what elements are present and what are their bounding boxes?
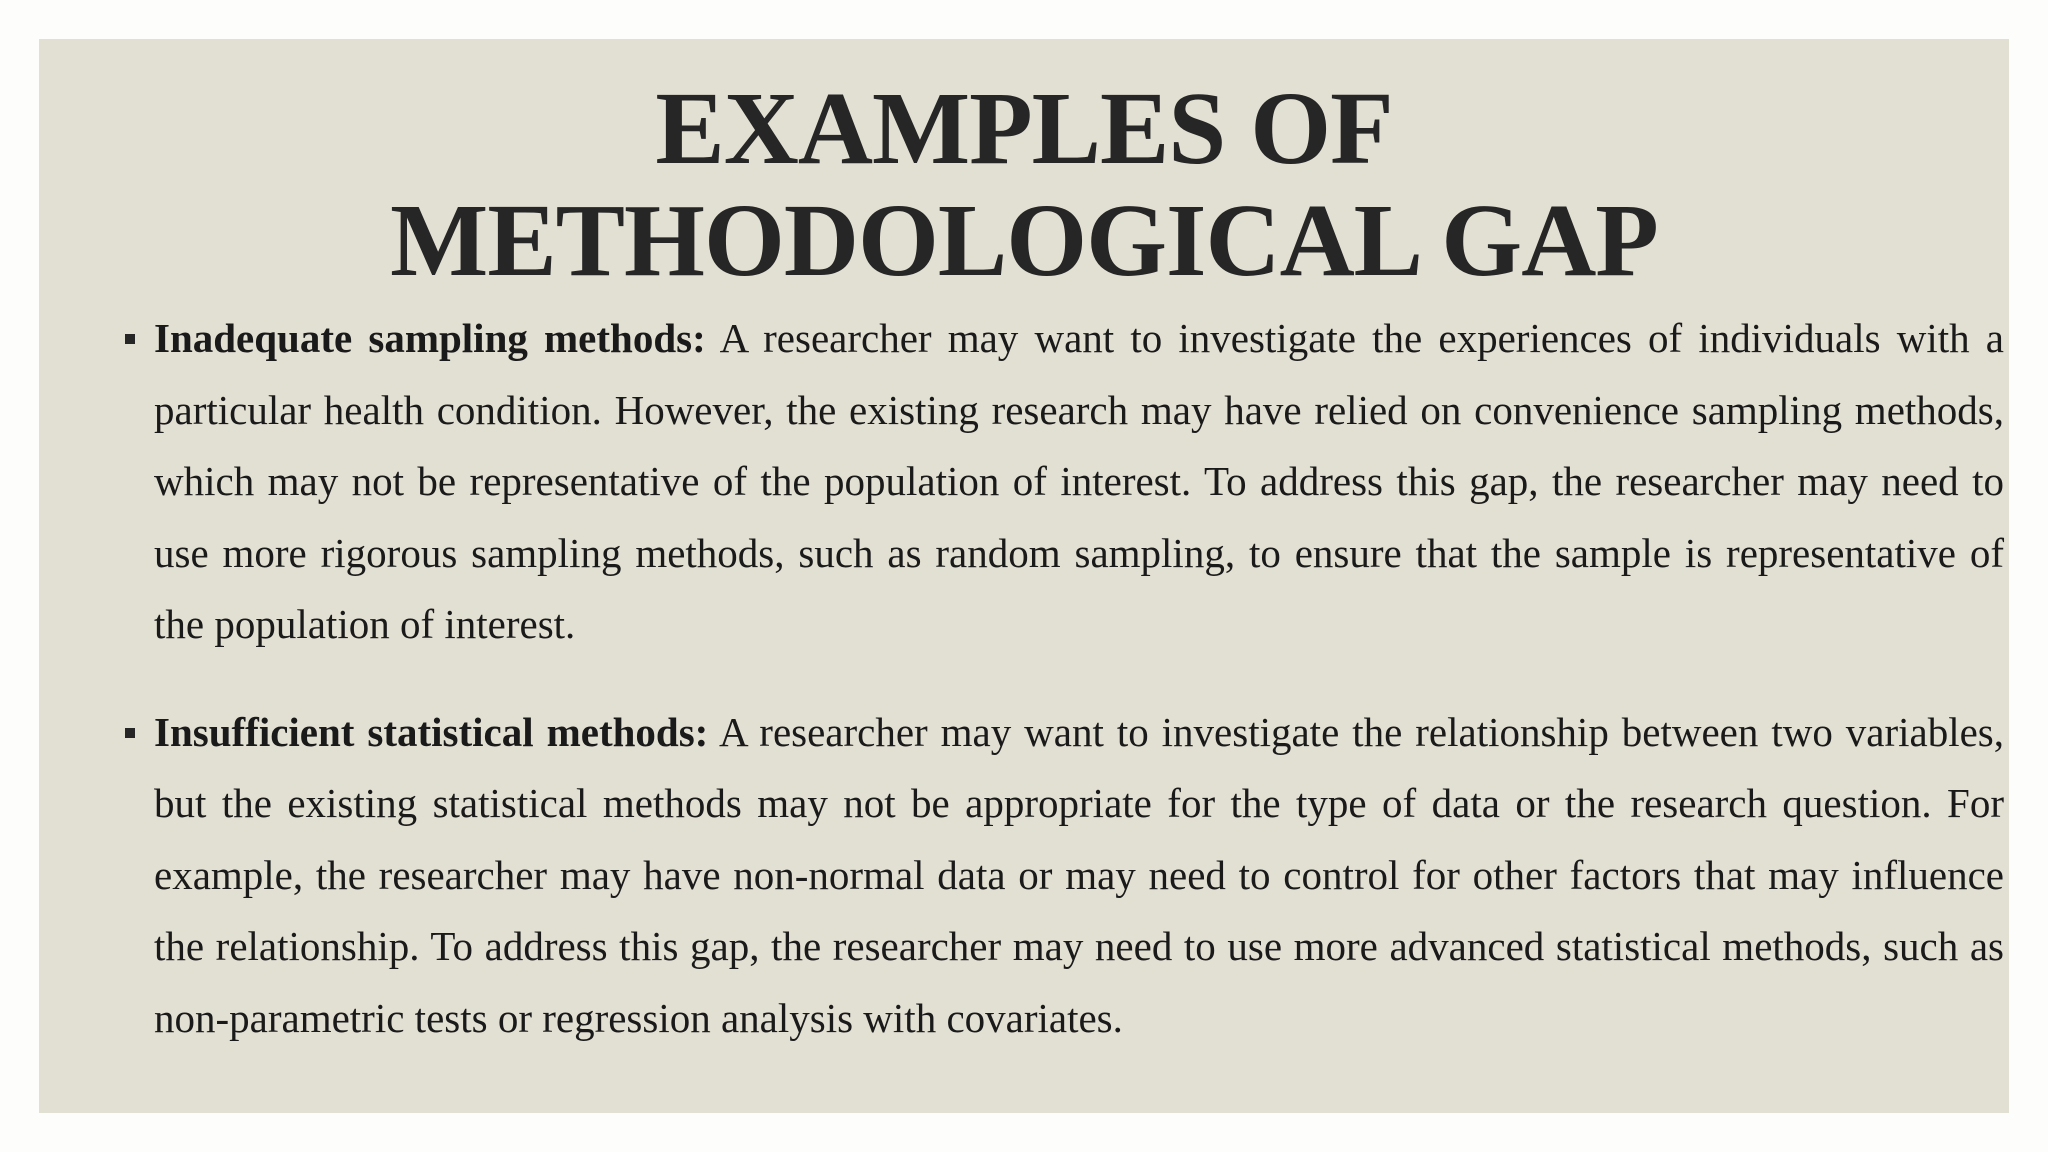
slide-title [39, 73, 2009, 297]
bullet-text: A researcher may want to investigate the relationship between two variables, but the existing statistical methods may not be appropriate for the type of data or the research question. For example, the researcher may have non-normal data or may need to control for other factors that may influence the relationship. To address this gap, the researcher may need to use more advanced statistical methods, such as non-parametric tests or regression analysis with covariates. [154, 708, 2004, 1041]
bullet-term: Inadequate sampling methods: [154, 315, 706, 361]
square-bullet-icon [125, 728, 135, 738]
title-line-1: EXAMPLES OF [655, 71, 1393, 186]
slide [39, 39, 2009, 1113]
bullet-list [114, 303, 2004, 1054]
bullet-text: A researcher may want to investigate the experiences of individuals with a particular health condition. However, the existing research may have relied on convenience sampling methods, which may not be representative of the population of interest. To address this gap, the researcher may need to use more rigorous sampling methods, such as random sampling, to ensure that the sample is representative of the population of interest. [154, 315, 2004, 647]
bullet-item-sampling [114, 303, 2004, 661]
bullet-item-statistical [114, 697, 2004, 1055]
title-line-2: METHODOLOGICAL GAP [390, 183, 1658, 298]
square-bullet-icon [125, 334, 135, 344]
bullet-term: Insufficient statistical methods: [154, 708, 709, 755]
